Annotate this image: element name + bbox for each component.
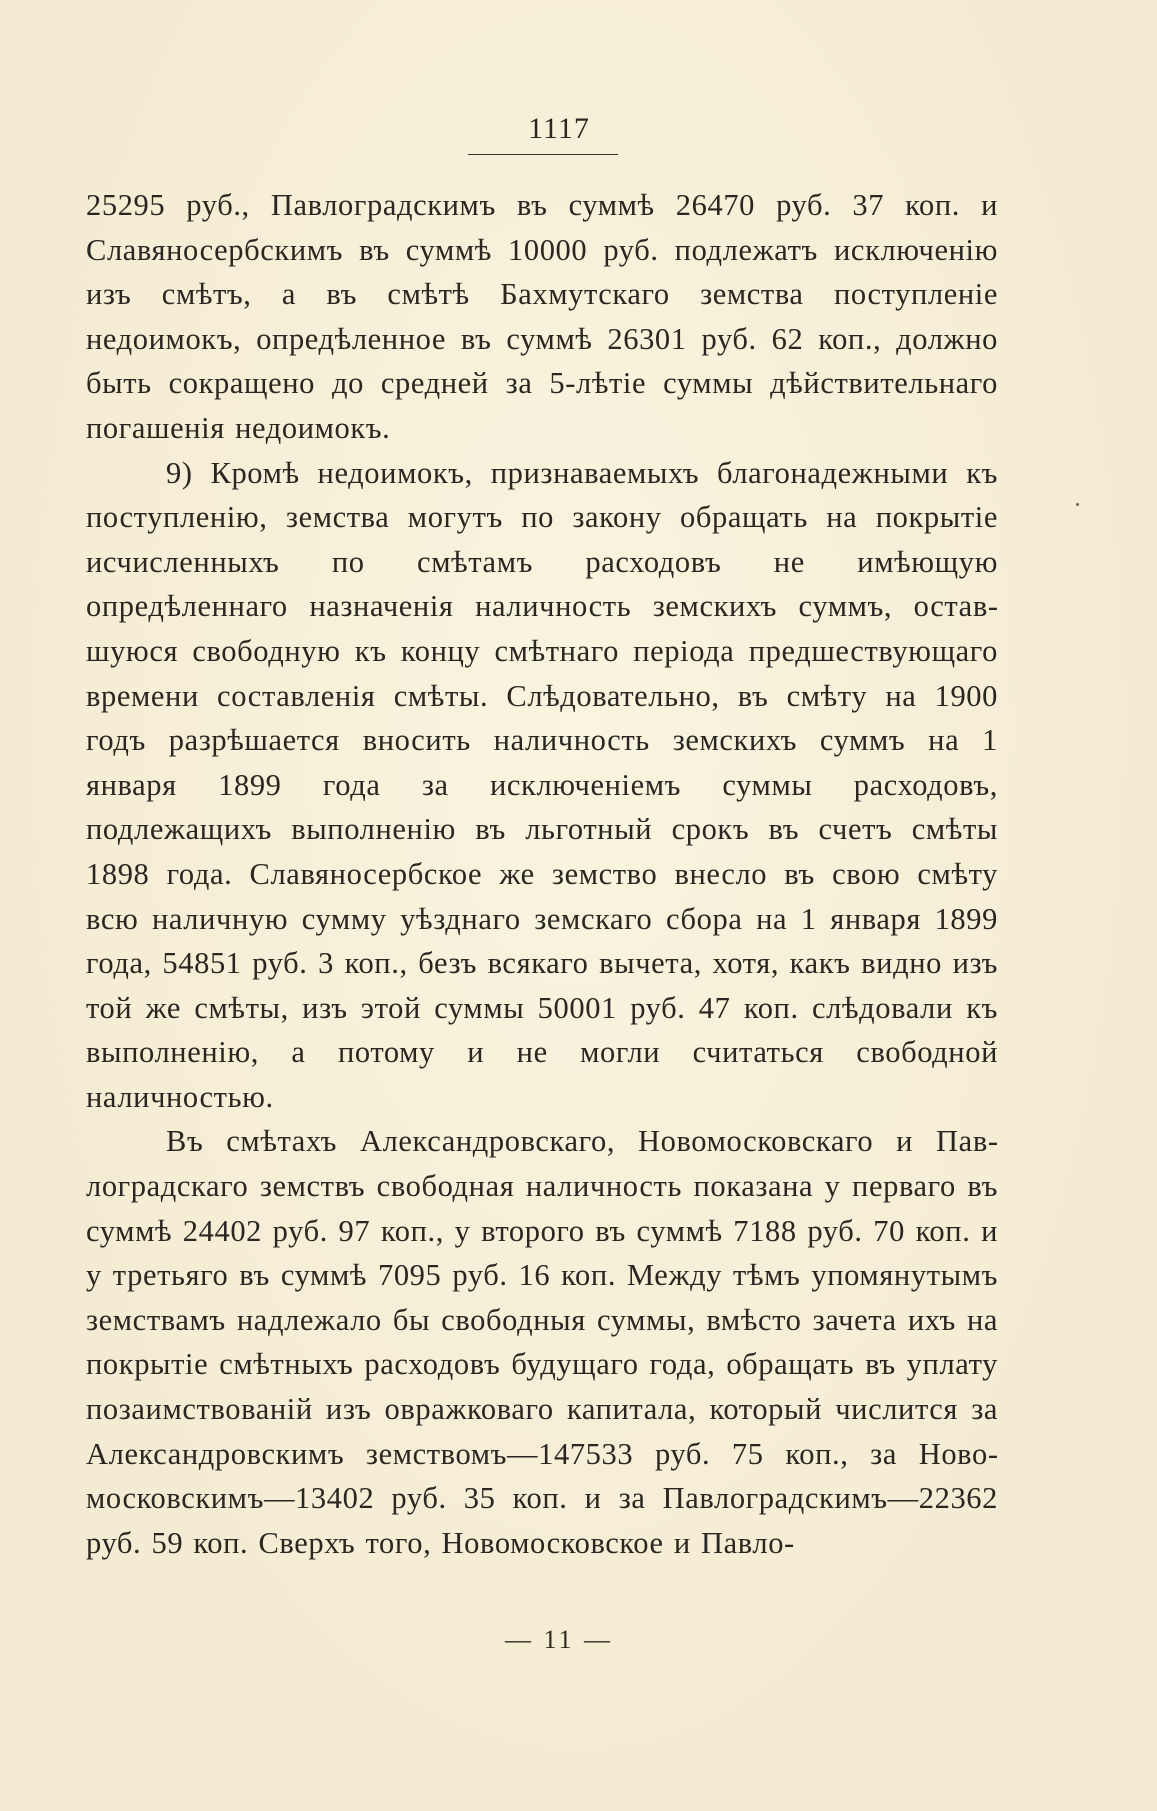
paper-speck xyxy=(1076,503,1079,506)
page-number: 1117 xyxy=(528,112,590,145)
paragraph-item-9: 9) Кромѣ недоимокъ, признаваемыхъ благонадежными къ поступленію, земства могутъ по закону обращать на покрытіе исчисленныхъ по смѣтамъ расходовъ не имѣющую опредѣленнаго назначенія наличность земскихъ суммъ, оставшуюся свободную къ концу смѣтнаго періода предшествующаго времени составленія смѣты. Слѣдовательно, въ смѣту на 1900 годъ разрѣшается вносить наличность земскихъ суммъ на 1 января 1899 года за исключеніемъ суммы расходовъ, подлежащихъ выполненію въ льготный срокъ въ счетъ смѣты 1898 года. Славяносербское же земство внесло въ свою смѣту всю наличную сумму уѣзднаго земскаго сбора на 1 января 1899 года, 54851 руб. 3 коп., безъ всякаго вычета, хотя, какъ видно изъ той же смѣты, изъ этой суммы 50001 руб. 47 коп. слѣдовали къ выполненію, а потому и не могли считаться свободной наличностью. xyxy=(86,455,998,1114)
body-text xyxy=(86,183,998,1565)
signature-mark: — 11 — xyxy=(504,1625,614,1654)
header-rule xyxy=(468,154,618,155)
paragraph-free-balances: Въ смѣтахъ Александровскаго, Новомосковскаго и Павлоградскаго земствъ свободная наличность показана у перваго въ суммѣ 24402 руб. 97 коп., у второго въ суммѣ 7188 руб. 70 коп. и у третьяго въ суммѣ 7095 руб. 16 коп. Между тѣмъ упомянутымъ земствамъ надлежало бы свободныя суммы, вмѣсто зачета ихъ на покрытіе смѣтныхъ расходовъ будущаго года, обращать въ уплату позаимствованій изъ овражковаго капитала, который числится за Александровскимъ земствомъ—147533 руб. 75 коп., за Новомосковскимъ—13402 руб. 35 коп. и за Павлоградскимъ—22362 руб. 59 коп. Сверхъ того, Новомосковское и Павло- xyxy=(86,1124,998,1560)
paragraph-continuation: 25295 руб., Павлоградскимъ въ суммѣ 26470 руб. 37 коп. и Славяносербскимъ въ суммѣ 10000 руб. подлежатъ исключенію изъ смѣтъ, а въ смѣтѣ Бахмутскаго земства поступленіе недоимокъ, опредѣленное въ суммѣ 26301 руб. 62 коп., должно быть сокращено до средней за 5-лѣтіе суммы дѣйствительнаго погашенія недоимокъ. xyxy=(86,188,998,445)
